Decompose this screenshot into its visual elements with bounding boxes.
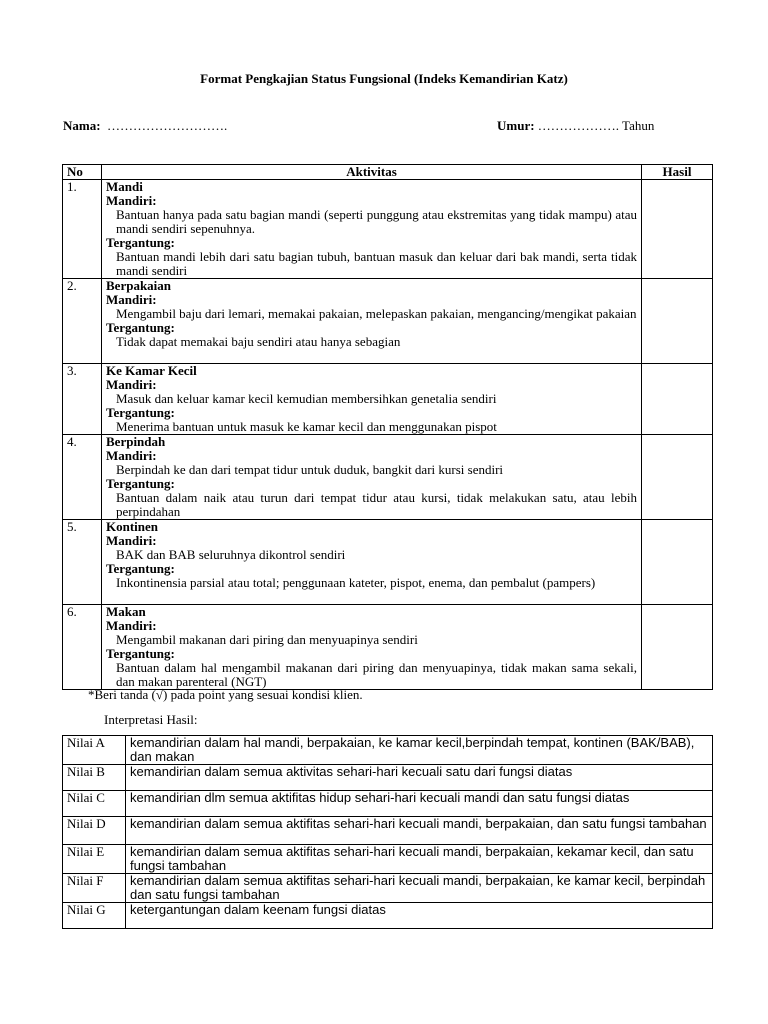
- hasil-cell[interactable]: [642, 520, 713, 605]
- tergantung-description: Tidak dapat memakai baju sendiri atau hanya sebagian: [116, 334, 401, 349]
- activity-cell: [102, 605, 642, 690]
- nilai-label: Nilai F: [63, 874, 126, 903]
- activity-cell: [102, 279, 642, 364]
- interpretation-row: [63, 903, 713, 929]
- table-row: [63, 435, 713, 520]
- activity-title: Kontinen: [106, 519, 159, 534]
- activity-title: Berpakaian: [106, 278, 172, 293]
- header-aktivitas: Aktivitas: [102, 165, 642, 180]
- mandiri-label: Mandiri:: [106, 618, 157, 633]
- nilai-label: Nilai G: [63, 903, 126, 929]
- nilai-label: Nilai C: [63, 791, 126, 817]
- mandiri-label: Mandiri:: [106, 448, 157, 463]
- nilai-description: kemandirian dalam semua aktifitas sehari-hari kecuali mandi, berpakaian, kekamar kecil, dan satu fungsi tambahan: [126, 845, 713, 874]
- activity-table: [62, 164, 713, 690]
- interpretation-row: [63, 845, 713, 874]
- mandiri-label: Mandiri:: [106, 193, 157, 208]
- nilai-description: kemandirian dalam semua aktifitas sehari-hari kecuali mandi, berpakaian, ke kamar kecil, berpindah dan satu fungsi tambahan: [126, 874, 713, 903]
- interpretation-row: [63, 765, 713, 791]
- activity-cell: [102, 364, 642, 435]
- row-number: 2.: [63, 279, 102, 364]
- document-title: Format Pengkajian Status Fungsional (Indeks Kemandirian Katz): [200, 71, 568, 86]
- mandiri-description: BAK dan BAB seluruhnya dikontrol sendiri: [116, 547, 346, 562]
- row-number: 3.: [63, 364, 102, 435]
- activity-title: Ke Kamar Kecil: [106, 363, 197, 378]
- mandiri-description: Masuk dan keluar kamar kecil kemudian membersihkan genetalia sendiri: [116, 391, 497, 406]
- mandiri-description: Bantuan hanya pada satu bagian mandi (seperti punggung atau ekstremitas yang tidak mampu) atau mandi sendiri sepenuhnya.: [116, 207, 637, 236]
- name-field[interactable]: [63, 118, 227, 134]
- tergantung-description: Inkontinensia parsial atau total; penggunaan kateter, pispot, enema, dan pembalut (pampers): [116, 575, 596, 590]
- tergantung-label: Tergantung:: [106, 320, 175, 335]
- activity-title: Berpindah: [106, 434, 166, 449]
- interpretation-row: [63, 791, 713, 817]
- nilai-description: kemandirian dalam semua aktivitas sehari-hari kecuali satu dari fungsi diatas: [126, 765, 713, 791]
- table-row: [63, 605, 713, 690]
- interpretation-row: [63, 874, 713, 903]
- name-value: ……………………….: [107, 118, 228, 133]
- activity-cell: [102, 435, 642, 520]
- table-row: [63, 180, 713, 279]
- row-number: 1.: [63, 180, 102, 279]
- hasil-cell[interactable]: [642, 364, 713, 435]
- mandiri-description: Mengambil baju dari lemari, memakai pakaian, melepaskan pakaian, mengancing/mengikat pakaian: [116, 306, 637, 321]
- table-row: [63, 279, 713, 364]
- header-no: No: [63, 165, 102, 180]
- nilai-label: Nilai E: [63, 845, 126, 874]
- activity-title: Mandi: [106, 179, 143, 194]
- age-field[interactable]: [497, 118, 654, 134]
- nilai-description: kemandirian dalam hal mandi, berpakaian, ke kamar kecil,berpindah tempat, kontinen (BAK/BAB), dan makan: [126, 736, 713, 765]
- nilai-description: kemandirian dlm semua aktifitas hidup sehari-hari kecuali mandi dan satu fungsi diatas: [126, 791, 713, 817]
- note-text: *Beri tanda (√) pada point yang sesuai kondisi klien.: [88, 687, 363, 702]
- interpretation-label: Interpretasi Hasil:: [104, 712, 198, 727]
- row-number: 4.: [63, 435, 102, 520]
- activity-title: Makan: [106, 604, 146, 619]
- nilai-label: Nilai D: [63, 817, 126, 845]
- activity-cell: [102, 520, 642, 605]
- interpretation-row: [63, 817, 713, 845]
- activity-cell: [102, 180, 642, 279]
- hasil-cell[interactable]: [642, 180, 713, 279]
- nilai-description: ketergantungan dalam keenam fungsi diatas: [126, 903, 713, 929]
- mandiri-description: Mengambil makanan dari piring dan menyuapinya sendiri: [116, 632, 418, 647]
- tergantung-label: Tergantung:: [106, 646, 175, 661]
- mandiri-description: Berpindah ke dan dari tempat tidur untuk duduk, bangkit dari kursi sendiri: [116, 462, 504, 477]
- tergantung-label: Tergantung:: [106, 235, 175, 250]
- table-row: [63, 520, 713, 605]
- nilai-description: kemandirian dalam semua aktifitas sehari-hari kecuali mandi, berpakaian, dan satu fungsi tambahan: [126, 817, 713, 845]
- interpretation-table: [62, 735, 713, 929]
- tergantung-description: Bantuan dalam naik atau turun dari tempat tidur atau kursi, tidak melakukan satu, atau lebih perpindahan: [116, 490, 637, 519]
- hasil-cell[interactable]: [642, 435, 713, 520]
- tergantung-label: Tergantung:: [106, 561, 175, 576]
- tergantung-description: Bantuan mandi lebih dari satu bagian tubuh, bantuan masuk dan keluar dari bak mandi, serta tidak mandi sendiri: [116, 249, 637, 278]
- nilai-label: Nilai B: [63, 765, 126, 791]
- age-value: ………………. Tahun: [537, 118, 655, 133]
- table-header-row: [63, 165, 713, 180]
- nilai-label: Nilai A: [63, 736, 126, 765]
- hasil-cell[interactable]: [642, 605, 713, 690]
- table-row: [63, 364, 713, 435]
- age-label: Umur:: [497, 118, 535, 133]
- tergantung-label: Tergantung:: [106, 476, 175, 491]
- mandiri-label: Mandiri:: [106, 377, 157, 392]
- header-hasil: Hasil: [642, 165, 713, 180]
- hasil-cell[interactable]: [642, 279, 713, 364]
- tergantung-description: Bantuan dalam hal mengambil makanan dari piring dan menyuapinya, tidak makan sama sekali, dan makan parenteral (NGT): [116, 660, 637, 689]
- mandiri-label: Mandiri:: [106, 292, 157, 307]
- mandiri-label: Mandiri:: [106, 533, 157, 548]
- tergantung-description: Menerima bantuan untuk masuk ke kamar kecil dan menggunakan pispot: [116, 419, 497, 434]
- tergantung-label: Tergantung:: [106, 405, 175, 420]
- row-number: 5.: [63, 520, 102, 605]
- name-label: Nama:: [63, 118, 101, 133]
- row-number: 6.: [63, 605, 102, 690]
- interpretation-row: [63, 736, 713, 765]
